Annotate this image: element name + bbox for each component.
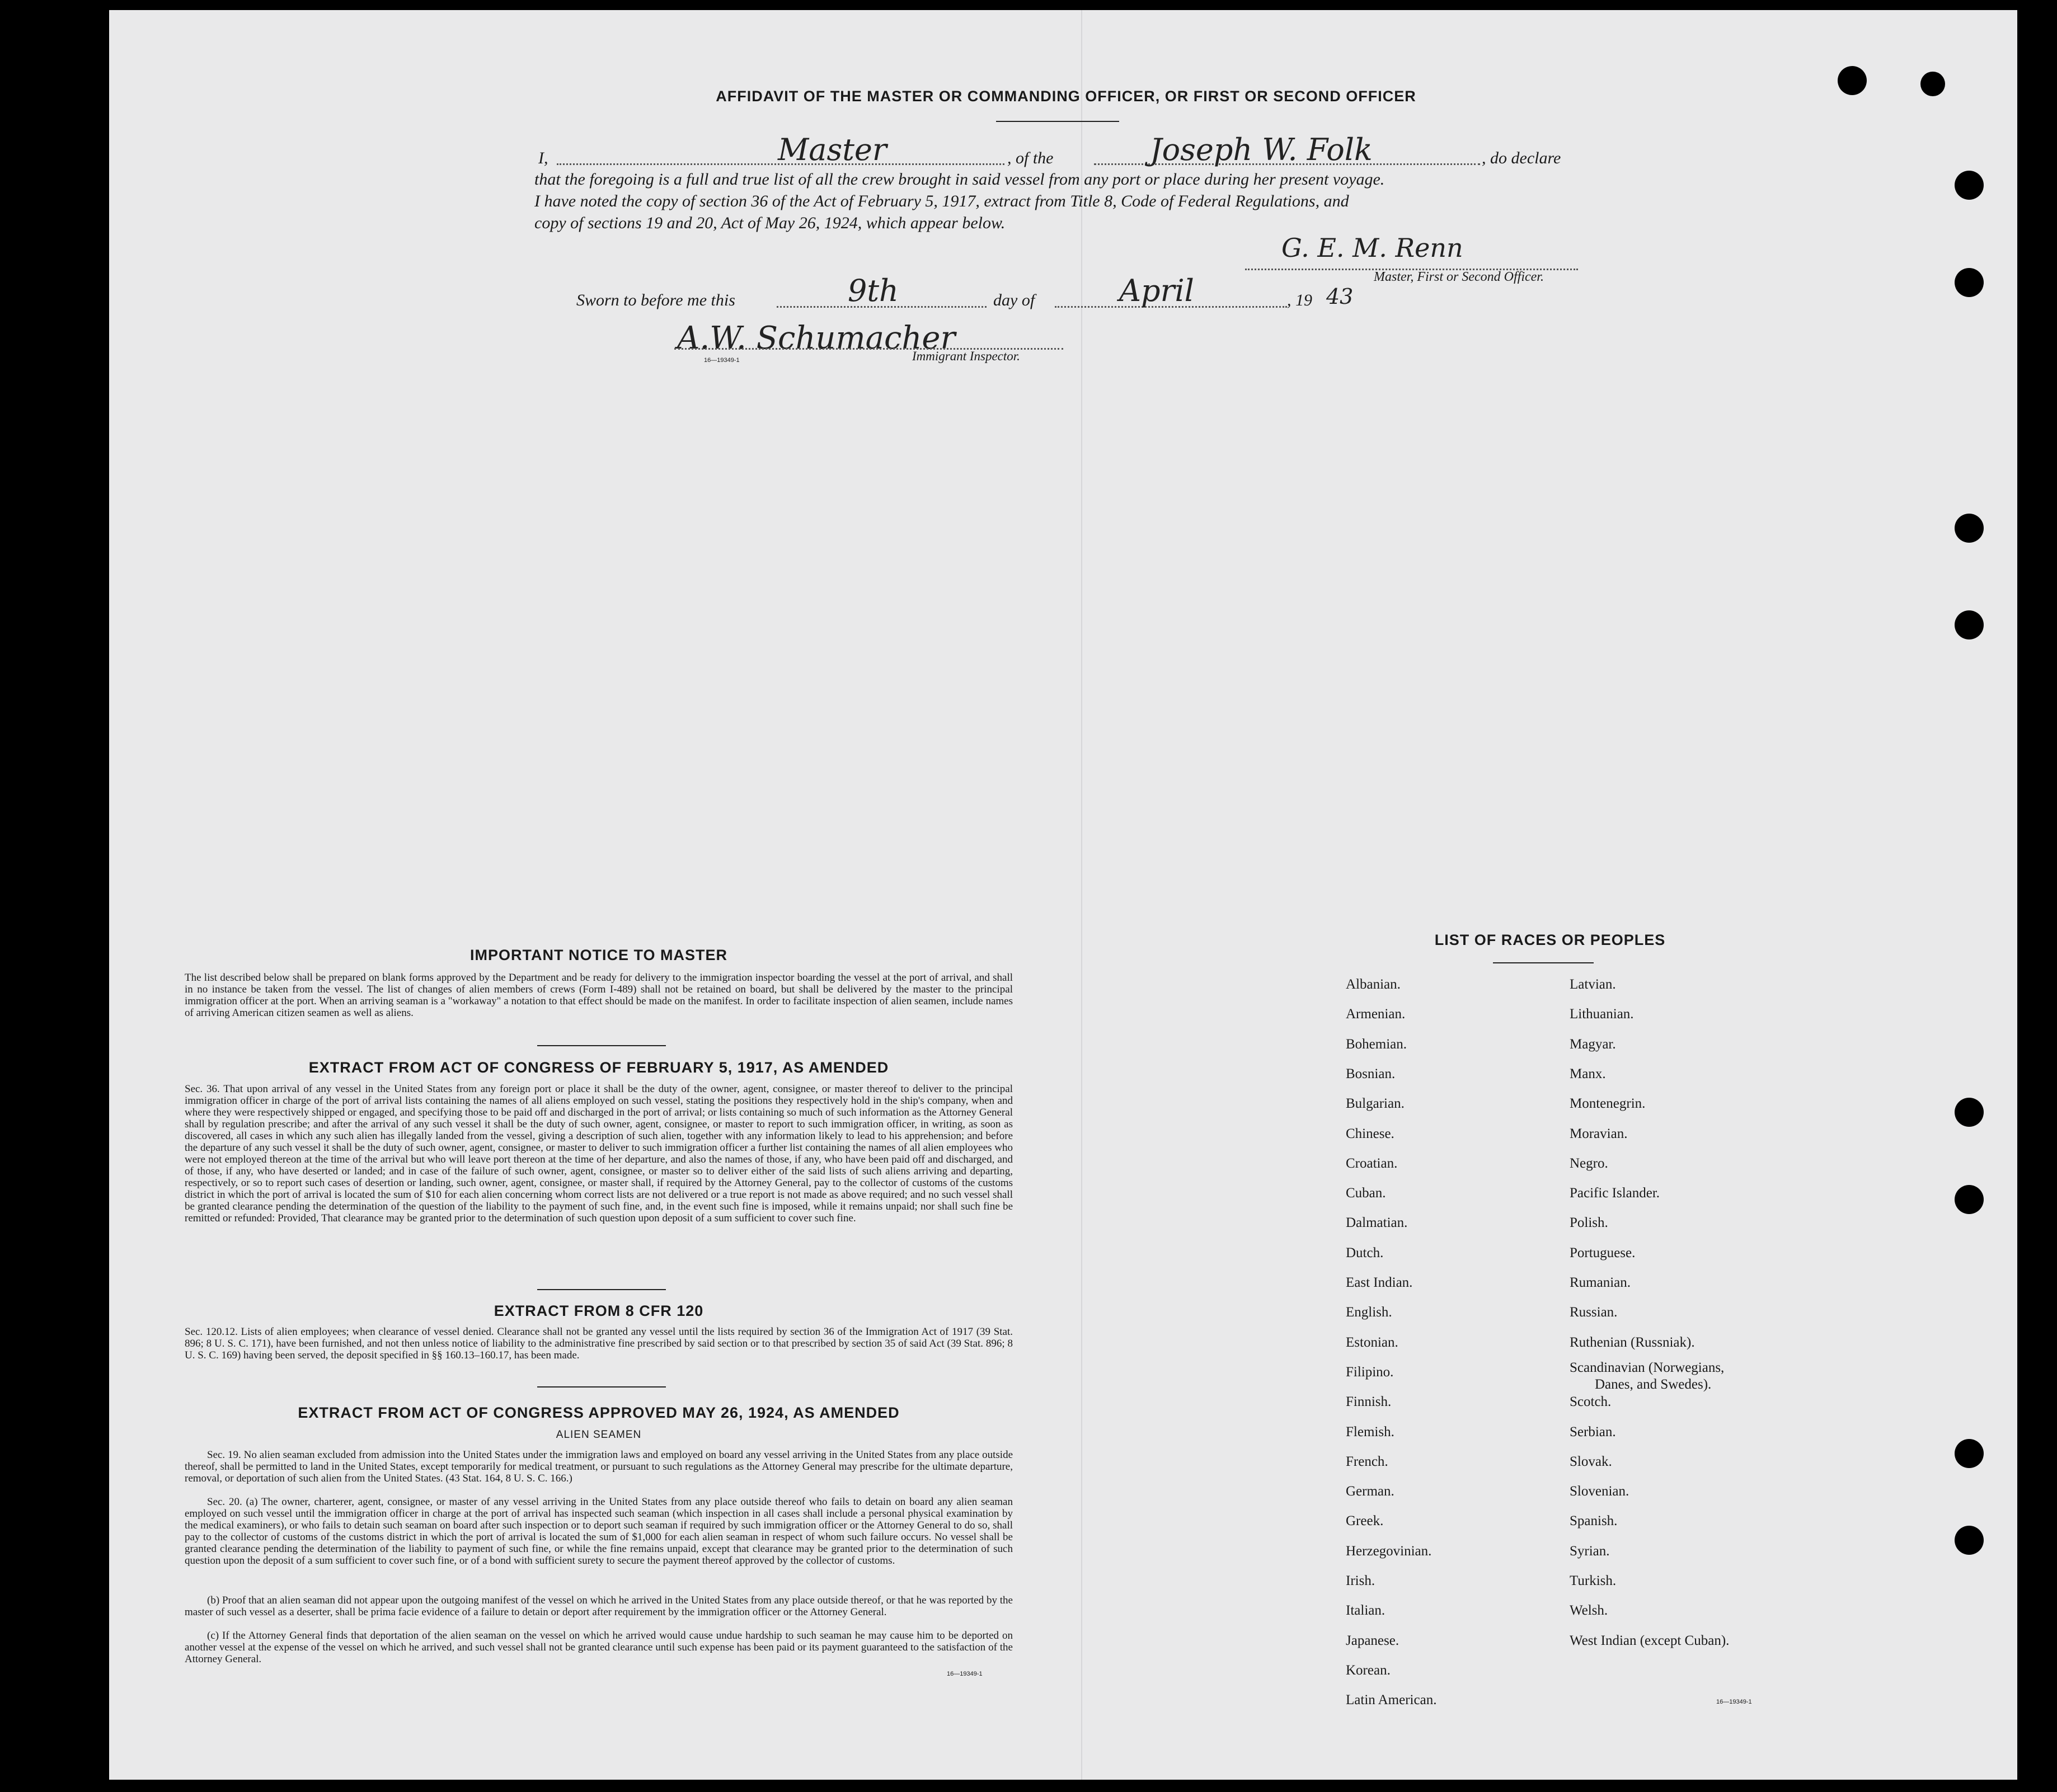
binder-hole xyxy=(1955,1439,1984,1468)
extract-cfr-text: Sec. 120.12. Lists of alien employees; when clearance of vessel denied. Clearance shall not be granted any vessel until the lists required by section 36 of the Immigration Act of 1917 (39 Stat. 896; 8 U. S. C. 171), have been furnished, and not then unless notice of liability to the administrative fine prescribed by said section or to that prescribed by section 35 of said Act (39 Stat. 896; 8 U. S. C. 169) having been served, the deposit specified in §§ 160.13–160.17, has been made. xyxy=(185,1326,1013,1361)
race-item: German. xyxy=(1346,1484,1394,1499)
sworn-day-handwritten: 9th xyxy=(848,273,899,308)
sworn-label: Sworn to before me this xyxy=(576,291,735,309)
notice-text: The list described below shall be prepared on blank forms approved by the Department and be ready for delivery to the immigration inspector boarding the vessel at the port of arrival, and shall in no instance be taken from the vessel. The list of changes of alien members of crews (Form I-489) shall not be retained on board, but shall be delivered by the master to the principal immigration officer at the port. When an arriving seaman is a "workaway" a notation to that effect should be made on the manifest. In order to facilitate inspection of alien seamen, include names of arriving American citizen seamen as well as aliens. xyxy=(185,972,1013,1019)
affidavit-line-3: I have noted the copy of section 36 of the Act of February 5, 1917, extract from Title 8, Code of Federal Regulations, and xyxy=(534,192,1349,210)
race-item: French. xyxy=(1346,1454,1388,1469)
race-item: Magyar. xyxy=(1570,1036,1616,1052)
sworn-month-handwritten: April xyxy=(1119,273,1194,308)
affidavit-i-label: I, xyxy=(538,149,548,167)
officer-signature-caption: Master, First or Second Officer. xyxy=(1374,270,1544,284)
officer-signature: G. E. M. Renn xyxy=(1281,233,1463,263)
binder-hole xyxy=(1955,268,1984,297)
page-fold-line xyxy=(1081,10,1082,1780)
race-item: Armenian. xyxy=(1346,1006,1406,1022)
race-item: East Indian. xyxy=(1346,1275,1413,1290)
race-item: Portuguese. xyxy=(1570,1245,1636,1260)
races-title: LIST OF RACES OR PEOPLES xyxy=(1434,932,1666,948)
binder-hole xyxy=(1955,514,1984,543)
race-item: Welsh. xyxy=(1570,1603,1608,1619)
extract-1924-sec19: Sec. 19. No alien seaman excluded from admission into the United States under the immigration laws and employed on board any vessel arriving in the United States from any place outside thereof, shall be permitted to land in the United States, except temporarily for medical treatment, or pursuant to such regulations as the Attorney General may prescribe for the ultimate departure, removal, or deportation of such alien from the United States. (43 Stat. 164, 8 U. S. C. 166.) xyxy=(185,1449,1013,1484)
race-item: Russian. xyxy=(1570,1305,1618,1320)
of-the-label: , of the xyxy=(1007,149,1054,167)
race-item: Slovenian. xyxy=(1570,1484,1629,1499)
affidavit-title: AFFIDAVIT OF THE MASTER OR COMMANDING OFFICER, OR FIRST OR SECOND OFFICER xyxy=(716,88,1416,105)
race-item: Filipino. xyxy=(1346,1364,1394,1380)
race-item: Polish. xyxy=(1570,1215,1608,1231)
binder-hole xyxy=(1955,1185,1984,1214)
notice-title: IMPORTANT NOTICE TO MASTER xyxy=(470,947,727,963)
race-item: Slovak. xyxy=(1570,1454,1612,1469)
race-item: Bulgarian. xyxy=(1346,1096,1405,1112)
race-item: Japanese. xyxy=(1346,1633,1399,1648)
races-form-code: 16—19349-1 xyxy=(1716,1699,1752,1705)
extract-1924-form-code: 16—19349-1 xyxy=(947,1671,983,1677)
affidavit-line-2: that the foregoing is a full and true list of all the crew brought in said vessel from any port or place during her present voyage. xyxy=(534,170,1385,189)
extract-1924-sec20a: Sec. 20. (a) The owner, charterer, agent, consignee, or master of any vessel arriving in the United States from any place outside thereof who fails to detain on board any alien seaman employed on such vessel until the immigration officer in charge at the port of arrival has inspected such seaman (which inspection in all cases shall include a personal physical examination by the medical examiners), or who fails to detain such seaman on board after such inspection or to deport such seaman if required by such immigration officer or the Attorney General to do so, shall pay to the collector of customs of the customs district in which the port of arrival is located the sum of $1,000 for each alien seaman in respect of whom such failure occurs. No vessel shall be granted clearance pending the determination of the liability to payment of such fine, or while the fine remains unpaid, except that clearance may be granted prior to the determination of such question upon the deposit of a sum sufficient to cover such fine, or of a bond with sufficient surety to secure the payment thereof approved by the collector of customs. xyxy=(185,1496,1013,1567)
affidavit-form-code: 16—19349-1 xyxy=(704,357,740,364)
inspector-signature: A.W. Schumacher xyxy=(677,320,956,356)
notice-rule xyxy=(537,1045,666,1046)
extract-1924-subtitle: ALIEN SEAMEN xyxy=(556,1429,642,1441)
race-item: English. xyxy=(1346,1305,1392,1320)
vessel-name-handwritten: Joseph W. Folk xyxy=(1150,132,1373,167)
race-item: Cuban. xyxy=(1346,1186,1386,1201)
race-item: Bosnian. xyxy=(1346,1066,1396,1081)
binder-hole xyxy=(1838,66,1867,95)
race-item: Croatian. xyxy=(1346,1155,1398,1171)
races-title-rule xyxy=(1493,962,1594,963)
extract-1924-sec20b: (b) Proof that an alien seaman did not appear upon the outgoing manifest of the vessel on which he arrived in the United States from any place outside thereof, or that he was reported by the master of such vessel as a deserter, shall be prima facie evidence of a failure to detain or deport after requirement by the immigration officer or the Attorney General. xyxy=(185,1595,1013,1618)
race-item: Scotch. xyxy=(1570,1394,1612,1410)
extract-cfr-title: EXTRACT FROM 8 CFR 120 xyxy=(494,1302,704,1319)
race-item: Finnish. xyxy=(1346,1394,1392,1410)
race-item: Ruthenian (Russniak). xyxy=(1570,1334,1695,1350)
race-item: Pacific Islander. xyxy=(1570,1186,1660,1201)
race-item: Albanian. xyxy=(1346,977,1401,992)
extract-1917-title: EXTRACT FROM ACT OF CONGRESS OF FEBRUARY 5, 1917, AS AMENDED xyxy=(308,1059,889,1076)
race-item: Latvian. xyxy=(1570,977,1616,992)
do-declare-label: , do declare xyxy=(1482,149,1561,167)
race-item: Herzegovinian. xyxy=(1346,1543,1432,1559)
race-item: Irish. xyxy=(1346,1573,1375,1588)
binder-hole xyxy=(1955,1098,1984,1127)
race-item: Dalmatian. xyxy=(1346,1215,1408,1231)
race-item: Latin American. xyxy=(1346,1692,1437,1708)
race-item: Negro. xyxy=(1570,1155,1608,1171)
race-item: Korean. xyxy=(1346,1662,1391,1678)
binder-hole xyxy=(1955,171,1984,200)
extract-1917-text: Sec. 36. That upon arrival of any vessel in the United States from any foreign port or place it shall be the duty of the owner, agent, consignee, or master thereof to deliver to the principal immigration officer in charge of the port of arrival lists containing the names of all aliens employed on such vessel, stating the positions they respectively hold in the ship's company, when and where they were respectively shipped or engaged, and specifying those to be paid off and discharged in the port of arrival; or lists containing so much of such information as the Attorney General shall by regulation prescribe; and after the arrival of any such vessel it shall be the duty of such owner, agent, consignee, or master to report to such immigration officer, in writing, as soon as discovered, all cases in which any such alien has illegally landed from the vessel, giving a description of such alien, together with any information likely to lead to his apprehension; and before the departure of any such vessel it shall be the duty of such owner, agent, consignee, or master to deliver to such immigration officer a further list containing the names of all alien employees who were not employed thereon at the time of the arrival but who will leave port thereon at the time of her departure, and also the names of those, if any, who have been paid off and discharged, and of those, if any, who have deserted or landed; and in case of the failure of such owner, agent, consignee, or master so to deliver either of the said lists of such aliens arriving and departing, respectively, or so to report such cases of desertion or landing, such owner, agent, consignee, or master shall, if required by the Attorney General, pay to the collector of customs of the customs district in which the port of arrival is located the sum of $10 for each alien concerning whom correct lists are not delivered or a true report is not made as above required; and no such vessel shall be granted clearance pending the determination of the question of the liability to the payment of such fine, and, in the event such fine is imposed, while it remains unpaid; nor shall such fine be remitted or refunded: Provided, That clearance may be granted prior to the determination of such question upon deposit of a sum sufficient to cover such fine. xyxy=(185,1083,1013,1224)
race-item: Moravian. xyxy=(1570,1126,1628,1141)
race-item: Flemish. xyxy=(1346,1424,1394,1440)
extract-1917-rule xyxy=(537,1289,666,1290)
year-handwritten: 43 xyxy=(1326,284,1354,309)
race-item: Estonian. xyxy=(1346,1334,1398,1350)
affidavit-line-4: copy of sections 19 and 20, Act of May 26, 1924, which appear below. xyxy=(534,214,1006,232)
master-handwritten: Master xyxy=(778,132,887,167)
binder-hole xyxy=(1955,610,1984,639)
race-item: Manx. xyxy=(1570,1066,1606,1081)
race-item: Serbian. xyxy=(1570,1424,1616,1440)
inspector-caption: Immigrant Inspector. xyxy=(912,349,1020,363)
extract-1924-title: EXTRACT FROM ACT OF CONGRESS APPROVED MAY 26, 1924, AS AMENDED xyxy=(298,1404,900,1421)
year-prefix: , 19 xyxy=(1287,291,1312,309)
race-item: Chinese. xyxy=(1346,1126,1394,1141)
binder-hole xyxy=(1955,1526,1984,1555)
extract-1924-sec20c: (c) If the Attorney General finds that deportation of the alien seaman on the vessel on which he arrived would cause undue hardship to such seaman he may cause him to be deported on another vessel at the expense of the vessel on which he arrived, and such vessel shall not be granted clearance until such expense has been paid or its payment guaranteed to the satisfaction of the Attorney General. xyxy=(185,1630,1013,1665)
binder-hole xyxy=(1920,72,1945,96)
race-item: Lithuanian. xyxy=(1570,1006,1634,1022)
affidavit-title-rule xyxy=(996,121,1119,122)
day-of-label: day of xyxy=(993,291,1035,309)
race-item: Syrian. xyxy=(1570,1543,1610,1559)
race-item: Scandinavian (Norwegians, xyxy=(1570,1360,1725,1375)
race-item: Dutch. xyxy=(1346,1245,1384,1260)
race-item: Montenegrin. xyxy=(1570,1096,1646,1112)
race-item: Greek. xyxy=(1346,1513,1384,1529)
race-item: Rumanian. xyxy=(1570,1275,1631,1290)
race-item: Bohemian. xyxy=(1346,1036,1407,1052)
race-item: Spanish. xyxy=(1570,1513,1618,1529)
race-item: Italian. xyxy=(1346,1603,1386,1619)
race-item: Turkish. xyxy=(1570,1573,1617,1588)
race-item: Danes, and Swedes). xyxy=(1595,1376,1712,1392)
race-item: West Indian (except Cuban). xyxy=(1570,1633,1730,1648)
extract-cfr-rule xyxy=(537,1386,666,1387)
